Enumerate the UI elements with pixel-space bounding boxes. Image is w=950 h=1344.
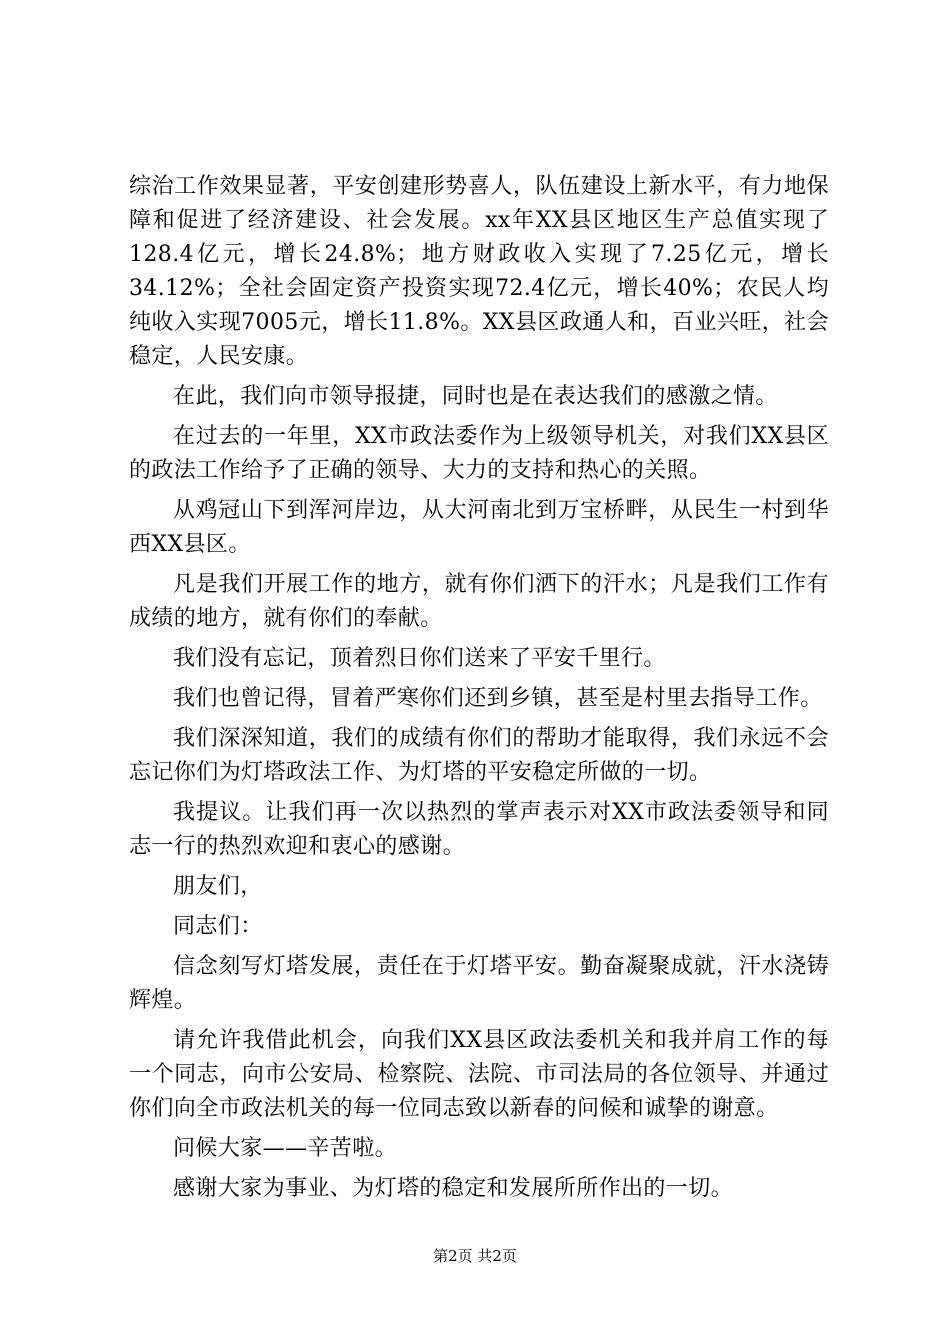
paragraph: 感谢大家为事业、为灯塔的稳定和发展所所作出的一切。 <box>173 1176 734 1201</box>
document-body <box>129 170 829 1212</box>
paragraph: 我提议。让我们再一次以热烈的掌声表示对XX市政法委领导和同志一行的热烈欢迎和衷心的感谢。 <box>129 800 829 859</box>
paragraph: 凡是我们开展工作的地方，就有你们洒下的汗水；凡是我们工作有成绩的地方，就有你们的奉献。 <box>129 572 829 631</box>
paragraph: 我们深深知道，我们的成绩有你们的帮助才能取得，我们永远不会忘记你们为灯塔政法工作、为灯塔的平安稳定所做的一切。 <box>129 726 829 785</box>
paragraph: 同志们： <box>173 914 263 939</box>
paragraph: 在过去的一年里，XX市政法委作为上级领导机关，对我们XX县区的政法工作给予了正确的领导、大力的支持和热心的关照。 <box>129 424 829 483</box>
paragraph: 我们没有忘记，顶着烈日你们送来了平安千里行。 <box>173 646 666 671</box>
paragraph: 从鸡冠山下到浑河岸边，从大河南北到万宝桥畔，从民生一村到华西XX县区。 <box>129 498 829 557</box>
paragraph: 在此，我们向市领导报捷，同时也是在表达我们的感激之情。 <box>173 384 778 409</box>
paragraph: 请允许我借此机会，向我们XX县区政法委机关和我并肩工作的每一个同志，向市公安局、检察院、法院、市司法局的各位领导、并通过你们向全市政法机关的每一位同志致以新春的问候和诚挚的谢意。 <box>129 1028 829 1121</box>
paragraph: 朋友们， <box>173 874 263 899</box>
paragraph: 综治工作效果显著，平安创建形势喜人，队伍建设上新水平，有力地保障和促进了经济建设、社会发展。xx年XX县区地区生产总值实现了128.4亿元，增长24.8%；地方财政收入实现了7.25亿元，增长34.12%；全社会固定资产投资实现72.4亿元，增长40%；农民人均纯收入实现7005元，增长11.8%。XX县区政通人和，百业兴旺，社会稳定，人民安康。 <box>129 174 829 369</box>
paragraph: 问候大家——辛苦啦。 <box>173 1136 398 1161</box>
page-number-label: 第2页 共2页 <box>433 1247 517 1265</box>
page-footer <box>0 1246 950 1266</box>
paragraph: 我们也曾记得，冒着严寒你们还到乡镇，甚至是村里去指导工作。 <box>173 686 823 711</box>
paragraph: 信念刻写灯塔发展，责任在于灯塔平安。勤奋凝聚成就，汗水浇铸辉煌。 <box>129 954 829 1013</box>
